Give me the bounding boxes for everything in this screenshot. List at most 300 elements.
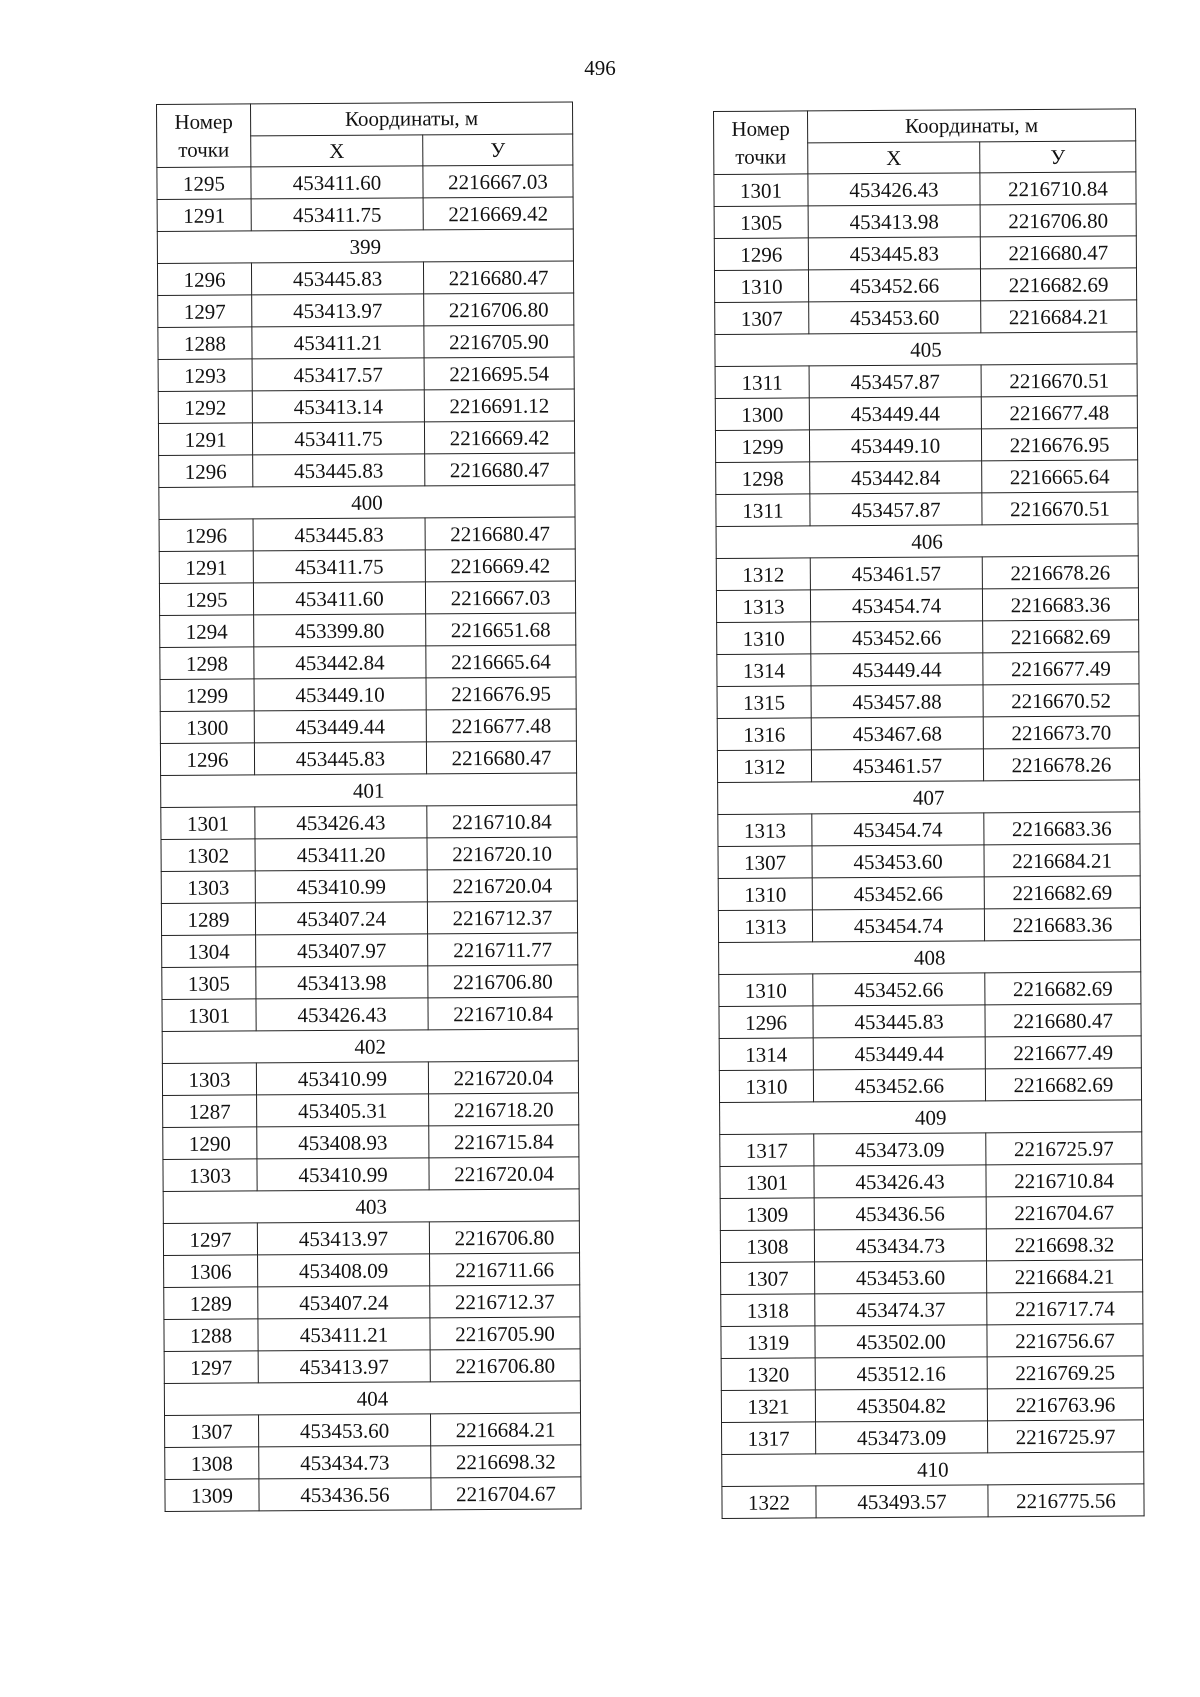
point-number-cell: 1319: [721, 1326, 815, 1359]
table-row: [163, 1221, 579, 1256]
point-number-cell: 1293: [158, 359, 252, 392]
y-coordinate-cell: 2216775.56: [988, 1484, 1144, 1517]
x-coordinate-cell: 453454.74: [812, 813, 984, 846]
x-coordinate-cell: 453413.98: [808, 205, 980, 238]
y-coordinate-cell: 2216680.47: [425, 453, 575, 486]
x-coordinate-cell: 453449.44: [254, 710, 426, 743]
point-number-cell: 1301: [161, 807, 255, 840]
x-coordinate-cell: 453426.43: [256, 998, 428, 1031]
header-y: У: [980, 140, 1136, 172]
point-number-cell: 1316: [717, 718, 811, 751]
table-row: [164, 1253, 580, 1288]
x-coordinate-cell: 453407.97: [256, 934, 428, 967]
x-coordinate-cell: 453408.93: [257, 1126, 429, 1159]
y-coordinate-cell: 2216704.67: [431, 1477, 581, 1510]
x-coordinate-cell: 453445.83: [254, 742, 426, 775]
y-coordinate-cell: 2216725.97: [986, 1132, 1142, 1165]
point-number-cell: 1313: [718, 814, 812, 847]
point-number-cell: 1312: [716, 558, 810, 591]
point-number-cell: 1300: [160, 711, 254, 744]
table-row: [719, 1004, 1141, 1039]
table-row: [163, 1093, 579, 1128]
point-number-cell: 1292: [158, 391, 252, 424]
point-number-cell: 1296: [714, 238, 808, 271]
section-label: 401: [161, 773, 577, 808]
table-row: [158, 357, 574, 392]
point-number-cell: 1304: [162, 935, 256, 968]
y-coordinate-cell: 2216705.90: [424, 325, 574, 358]
point-number-cell: 1309: [720, 1198, 814, 1231]
x-coordinate-cell: 453413.97: [258, 1350, 430, 1383]
x-coordinate-cell: 453426.43: [808, 173, 980, 206]
x-coordinate-cell: 453512.16: [815, 1357, 987, 1390]
y-coordinate-cell: 2216712.37: [430, 1285, 580, 1318]
point-number-cell: 1299: [160, 679, 254, 712]
y-coordinate-cell: 2216698.32: [986, 1228, 1142, 1261]
point-number-cell: 1315: [717, 686, 811, 719]
table-row: [157, 165, 573, 200]
table-row: [714, 204, 1136, 239]
y-coordinate-cell: 2216706.80: [424, 293, 574, 326]
x-coordinate-cell: 453413.97: [257, 1222, 429, 1255]
x-coordinate-cell: 453449.10: [254, 678, 426, 711]
x-coordinate-cell: 453454.74: [810, 589, 982, 622]
table-row: [715, 396, 1137, 431]
point-number-cell: 1288: [164, 1319, 258, 1352]
y-coordinate-cell: 2216683.36: [982, 588, 1138, 621]
point-number-cell: 1314: [719, 1038, 813, 1071]
point-number-cell: 1307: [718, 846, 812, 879]
table-row: [164, 1317, 580, 1352]
x-coordinate-cell: 453399.80: [254, 614, 426, 647]
point-number-cell: 1303: [162, 1063, 256, 1096]
y-coordinate-cell: 2216670.51: [981, 364, 1137, 397]
y-coordinate-cell: 2216718.20: [429, 1093, 579, 1126]
table-row: [161, 901, 577, 936]
table-row: [721, 1292, 1143, 1327]
point-number-cell: 1301: [720, 1166, 814, 1199]
y-coordinate-cell: 2216680.47: [985, 1004, 1141, 1037]
x-coordinate-cell: 453467.68: [811, 717, 983, 750]
y-coordinate-cell: 2216712.37: [427, 901, 577, 934]
section-label: 403: [163, 1189, 579, 1224]
table-row: [162, 997, 578, 1032]
point-number-cell: 1289: [161, 903, 255, 936]
y-coordinate-cell: 2216678.26: [983, 748, 1139, 781]
y-coordinate-cell: 2216680.47: [423, 261, 573, 294]
table-row: [158, 389, 574, 424]
table-row: [721, 1388, 1143, 1423]
point-number-cell: 1312: [717, 750, 811, 783]
x-coordinate-cell: 453449.44: [809, 397, 981, 430]
section-label: 400: [159, 485, 575, 520]
point-number-cell: 1295: [157, 167, 251, 200]
x-coordinate-cell: 453411.20: [255, 838, 427, 871]
point-number-cell: 1313: [718, 910, 812, 943]
table-row: [165, 1445, 581, 1480]
point-number-cell: 1290: [163, 1127, 257, 1160]
point-number-cell: 1310: [717, 622, 811, 655]
x-coordinate-cell: 453434.73: [814, 1229, 986, 1262]
x-coordinate-cell: 453457.87: [810, 493, 982, 526]
y-coordinate-cell: 2216651.68: [426, 613, 576, 646]
y-coordinate-cell: 2216682.69: [984, 876, 1140, 909]
point-number-cell: 1314: [717, 654, 811, 687]
table-row: [720, 1196, 1142, 1231]
table-row: [717, 620, 1139, 655]
y-coordinate-cell: 2216706.80: [430, 1349, 580, 1382]
table-row: [159, 581, 575, 616]
x-coordinate-cell: 453453.60: [259, 1414, 431, 1447]
x-coordinate-cell: 453454.74: [812, 909, 984, 942]
point-number-cell: 1310: [719, 1070, 813, 1103]
table-row: [716, 556, 1138, 591]
table-row: [714, 236, 1136, 271]
y-coordinate-cell: 2216717.74: [987, 1292, 1143, 1325]
y-coordinate-cell: 2216704.67: [986, 1196, 1142, 1229]
x-coordinate-cell: 453410.99: [255, 870, 427, 903]
table-row: [158, 293, 574, 328]
x-coordinate-cell: 453504.82: [815, 1389, 987, 1422]
x-coordinate-cell: 453457.87: [809, 365, 981, 398]
x-coordinate-cell: 453473.09: [816, 1421, 988, 1454]
table-row: [157, 197, 573, 232]
y-coordinate-cell: 2216763.96: [987, 1388, 1143, 1421]
point-number-cell: 1311: [715, 366, 809, 399]
table-row: [721, 1260, 1143, 1295]
table-row: [721, 1324, 1143, 1359]
point-number-cell: 1296: [159, 455, 253, 488]
section-label: 406: [716, 524, 1138, 559]
coordinates-table-left: [156, 101, 582, 1512]
x-coordinate-cell: 453445.83: [808, 237, 980, 270]
point-number-cell: 1303: [163, 1159, 257, 1192]
point-number-cell: 1317: [720, 1134, 814, 1167]
table-row: [159, 549, 575, 584]
y-coordinate-cell: 2216682.69: [985, 972, 1141, 1005]
table-row: [160, 709, 576, 744]
point-number-cell: 1297: [163, 1223, 257, 1256]
x-coordinate-cell: 453426.43: [814, 1165, 986, 1198]
y-coordinate-cell: 2216678.26: [982, 556, 1138, 589]
y-coordinate-cell: 2216667.03: [425, 581, 575, 614]
header-x: X: [251, 134, 423, 167]
point-number-cell: 1307: [165, 1415, 259, 1448]
table-row: [717, 748, 1139, 783]
x-coordinate-cell: 453408.09: [258, 1254, 430, 1287]
point-number-cell: 1296: [159, 519, 253, 552]
x-coordinate-cell: 453445.83: [253, 454, 425, 487]
y-coordinate-cell: 2216695.54: [424, 357, 574, 390]
section-row: [162, 1029, 578, 1064]
section-row: [722, 1452, 1144, 1487]
y-coordinate-cell: 2216706.80: [980, 204, 1136, 237]
table-row: [162, 1061, 578, 1096]
point-number-cell: 1306: [164, 1255, 258, 1288]
point-number-cell: 1291: [157, 199, 251, 232]
page-number: 496: [584, 56, 616, 80]
point-number-cell: 1308: [720, 1230, 814, 1263]
x-coordinate-cell: 453411.60: [253, 582, 425, 615]
section-label: 407: [718, 780, 1140, 815]
y-coordinate-cell: 2216670.52: [983, 684, 1139, 717]
table-row: [720, 1228, 1142, 1263]
point-number-cell: 1289: [164, 1287, 258, 1320]
y-coordinate-cell: 2216669.42: [424, 421, 574, 454]
point-number-cell: 1303: [161, 871, 255, 904]
point-number-cell: 1310: [719, 974, 813, 1007]
x-coordinate-cell: 453452.66: [812, 877, 984, 910]
y-coordinate-cell: 2216677.48: [981, 396, 1137, 429]
section-label: 402: [162, 1029, 578, 1064]
point-number-cell: 1310: [714, 270, 808, 303]
table-row: [161, 837, 577, 872]
table-row: [714, 268, 1136, 303]
x-coordinate-cell: 453461.57: [810, 557, 982, 590]
section-row: [157, 229, 573, 264]
point-number-cell: 1297: [164, 1351, 258, 1384]
y-coordinate-cell: 2216684.21: [987, 1260, 1143, 1293]
table-row: [163, 1157, 579, 1192]
header-y: У: [423, 133, 573, 165]
table-row: [164, 1349, 580, 1384]
table-row: [716, 460, 1138, 495]
point-number-cell: 1296: [157, 263, 251, 296]
table-row: [717, 716, 1139, 751]
point-number-cell: 1298: [716, 462, 810, 495]
x-coordinate-cell: 453453.60: [812, 845, 984, 878]
header-coordinates: Координаты, м: [808, 109, 1136, 143]
table-row: [159, 517, 575, 552]
table-row: [160, 613, 576, 648]
x-coordinate-cell: 453449.44: [811, 653, 983, 686]
y-coordinate-cell: 2216680.47: [425, 517, 575, 550]
table-row: [722, 1420, 1144, 1455]
point-number-cell: 1308: [165, 1447, 259, 1480]
x-coordinate-cell: 453452.66: [811, 621, 983, 654]
y-coordinate-cell: 2216676.95: [981, 428, 1137, 461]
point-number-cell: 1301: [162, 999, 256, 1032]
table-row: [162, 965, 578, 1000]
y-coordinate-cell: 2216684.21: [431, 1413, 581, 1446]
table-row: [714, 172, 1136, 207]
y-coordinate-cell: 2216769.25: [987, 1356, 1143, 1389]
section-label: 409: [720, 1100, 1142, 1135]
x-coordinate-cell: 453411.75: [253, 550, 425, 583]
header-coordinates: Координаты, м: [251, 102, 573, 135]
section-row: [163, 1189, 579, 1224]
table-row: [716, 492, 1138, 527]
table-row: [722, 1484, 1144, 1519]
section-label: 404: [164, 1381, 580, 1416]
section-row: [718, 780, 1140, 815]
y-coordinate-cell: 2216720.04: [429, 1157, 579, 1190]
y-coordinate-cell: 2216680.47: [980, 236, 1136, 269]
y-coordinate-cell: 2216698.32: [431, 1445, 581, 1478]
y-coordinate-cell: 2216705.90: [430, 1317, 580, 1350]
y-coordinate-cell: 2216682.69: [983, 620, 1139, 653]
x-coordinate-cell: 453407.24: [255, 902, 427, 935]
header-x: X: [808, 141, 980, 174]
table-row: [719, 1068, 1141, 1103]
table-row: [718, 908, 1140, 943]
table-row: [717, 652, 1139, 687]
y-coordinate-cell: 2216677.49: [983, 652, 1139, 685]
x-coordinate-cell: 453436.56: [259, 1478, 431, 1511]
table-row: [161, 869, 577, 904]
point-number-cell: 1299: [715, 430, 809, 463]
point-number-cell: 1294: [160, 615, 254, 648]
point-number-cell: 1321: [721, 1390, 815, 1423]
point-number-cell: 1309: [165, 1479, 259, 1512]
x-coordinate-cell: 453452.66: [813, 1069, 985, 1102]
section-row: [720, 1100, 1142, 1135]
header-point-number: Номер точки: [714, 111, 808, 175]
y-coordinate-cell: 2216680.47: [426, 741, 576, 774]
point-number-cell: 1320: [721, 1358, 815, 1391]
table-row: [719, 972, 1141, 1007]
coordinates-table-right: [713, 108, 1145, 1519]
section-row: [161, 773, 577, 808]
point-number-cell: 1302: [161, 839, 255, 872]
table-row: [159, 453, 575, 488]
y-coordinate-cell: 2216720.04: [427, 869, 577, 902]
table-row: [164, 1285, 580, 1320]
y-coordinate-cell: 2216682.69: [985, 1068, 1141, 1101]
x-coordinate-cell: 453449.44: [813, 1037, 985, 1070]
table-row: [718, 844, 1140, 879]
x-coordinate-cell: 453474.37: [815, 1293, 987, 1326]
x-coordinate-cell: 453493.57: [816, 1485, 988, 1518]
x-coordinate-cell: 453413.14: [252, 390, 424, 423]
point-number-cell: 1291: [158, 423, 252, 456]
x-coordinate-cell: 453426.43: [255, 806, 427, 839]
section-label: 408: [719, 940, 1141, 975]
table-row: [162, 933, 578, 968]
x-coordinate-cell: 453449.10: [809, 429, 981, 462]
y-coordinate-cell: 2216711.66: [430, 1253, 580, 1286]
table-row: [718, 812, 1140, 847]
point-number-cell: 1305: [162, 967, 256, 1000]
x-coordinate-cell: 453445.83: [253, 518, 425, 551]
table-row: [160, 677, 576, 712]
x-coordinate-cell: 453411.75: [251, 198, 423, 231]
point-number-cell: 1307: [715, 302, 809, 335]
point-number-cell: 1296: [719, 1006, 813, 1039]
y-coordinate-cell: 2216715.84: [429, 1125, 579, 1158]
point-number-cell: 1298: [160, 647, 254, 680]
x-coordinate-cell: 453411.75: [252, 422, 424, 455]
x-coordinate-cell: 453410.99: [257, 1158, 429, 1191]
x-coordinate-cell: 453461.57: [811, 749, 983, 782]
x-coordinate-cell: 453453.60: [815, 1261, 987, 1294]
x-coordinate-cell: 453442.84: [810, 461, 982, 494]
y-coordinate-cell: 2216665.64: [982, 460, 1138, 493]
section-label: 399: [157, 229, 573, 264]
point-number-cell: 1313: [716, 590, 810, 623]
point-number-cell: 1287: [163, 1095, 257, 1128]
section-label: 405: [715, 332, 1137, 367]
x-coordinate-cell: 453452.66: [813, 973, 985, 1006]
point-number-cell: 1307: [721, 1262, 815, 1295]
table-row: [716, 588, 1138, 623]
point-number-cell: 1291: [159, 551, 253, 584]
point-number-cell: 1301: [714, 174, 808, 207]
y-coordinate-cell: 2216676.95: [426, 677, 576, 710]
y-coordinate-cell: 2216677.49: [985, 1036, 1141, 1069]
x-coordinate-cell: 453502.00: [815, 1325, 987, 1358]
y-coordinate-cell: 2216711.77: [428, 933, 578, 966]
x-coordinate-cell: 453457.88: [811, 685, 983, 718]
table-row: [715, 428, 1137, 463]
table-row: [165, 1477, 581, 1512]
x-coordinate-cell: 453452.66: [808, 269, 980, 302]
table-row: [719, 1036, 1141, 1071]
table-row: [720, 1132, 1142, 1167]
y-coordinate-cell: 2216710.84: [427, 805, 577, 838]
section-row: [719, 940, 1141, 975]
x-coordinate-cell: 453410.99: [256, 1062, 428, 1095]
x-coordinate-cell: 453413.97: [252, 294, 424, 327]
y-coordinate-cell: 2216710.84: [986, 1164, 1142, 1197]
y-coordinate-cell: 2216720.04: [428, 1061, 578, 1094]
y-coordinate-cell: 2216684.21: [981, 300, 1137, 333]
point-number-cell: 1296: [160, 743, 254, 776]
y-coordinate-cell: 2216710.84: [428, 997, 578, 1030]
point-number-cell: 1317: [722, 1422, 816, 1455]
point-number-cell: 1288: [158, 327, 252, 360]
table-row: [165, 1413, 581, 1448]
table-row: [715, 300, 1137, 335]
point-number-cell: 1305: [714, 206, 808, 239]
table-row: [160, 741, 576, 776]
section-label: 410: [722, 1452, 1144, 1487]
y-coordinate-cell: 2216673.70: [983, 716, 1139, 749]
y-coordinate-cell: 2216669.42: [423, 197, 573, 230]
point-number-cell: 1297: [158, 295, 252, 328]
point-number-cell: 1310: [718, 878, 812, 911]
x-coordinate-cell: 453442.84: [254, 646, 426, 679]
x-coordinate-cell: 453405.31: [257, 1094, 429, 1127]
y-coordinate-cell: 2216691.12: [424, 389, 574, 422]
section-row: [715, 332, 1137, 367]
table-row: [718, 876, 1140, 911]
y-coordinate-cell: 2216756.67: [987, 1324, 1143, 1357]
y-coordinate-cell: 2216720.10: [427, 837, 577, 870]
point-number-cell: 1322: [722, 1486, 816, 1519]
point-number-cell: 1300: [715, 398, 809, 431]
x-coordinate-cell: 453407.24: [258, 1286, 430, 1319]
y-coordinate-cell: 2216683.36: [984, 908, 1140, 941]
x-coordinate-cell: 453417.57: [252, 358, 424, 391]
x-coordinate-cell: 453411.21: [258, 1318, 430, 1351]
y-coordinate-cell: 2216725.97: [988, 1420, 1144, 1453]
point-number-cell: 1318: [721, 1294, 815, 1327]
section-row: [164, 1381, 580, 1416]
x-coordinate-cell: 453411.21: [252, 326, 424, 359]
table-row: [721, 1356, 1143, 1391]
x-coordinate-cell: 453453.60: [809, 301, 981, 334]
x-coordinate-cell: 453473.09: [814, 1133, 986, 1166]
table-row: [163, 1125, 579, 1160]
section-row: [716, 524, 1138, 559]
x-coordinate-cell: 453413.98: [256, 966, 428, 999]
y-coordinate-cell: 2216684.21: [984, 844, 1140, 877]
header-point-number: Номер точки: [157, 104, 251, 168]
x-coordinate-cell: 453436.56: [814, 1197, 986, 1230]
y-coordinate-cell: 2216677.48: [426, 709, 576, 742]
x-coordinate-cell: 453445.83: [813, 1005, 985, 1038]
